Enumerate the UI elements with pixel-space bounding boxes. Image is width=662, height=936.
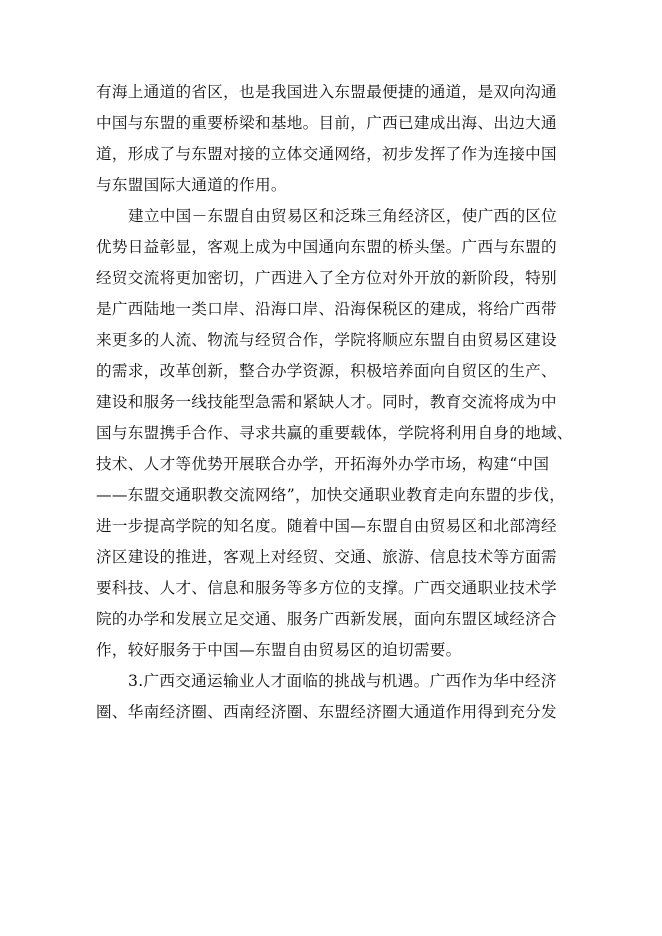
text-line: 的需求，改革创新，整合办学资源，积极培养面向自贸区的生产、 — [96, 362, 557, 380]
text-line: 国与东盟携手合作、寻求共赢的重要载体，学院将利用自身的地域、 — [96, 424, 573, 442]
text-line: 与东盟国际大通道的作用。 — [96, 176, 287, 194]
text-line: 是广西陆地一类口岸、沿海口岸、沿海保税区的建成，将给广西带 — [96, 300, 557, 318]
text-line: 经贸交流将更加密切，广西进入了全方位对外开放的新阶段，特别 — [96, 269, 557, 287]
text-line: 优势日益彰显，客观上成为中国通向东盟的桥头堡。广西与东盟的 — [96, 238, 557, 256]
text-line: 有海上通道的省区，也是我国进入东盟最便捷的通道，是双向沟通 — [96, 83, 557, 101]
body-text — [96, 77, 586, 728]
text-line: 进一步提高学院的知名度。随着中国—东盟自由贸易区和北部湾经 — [96, 517, 557, 535]
text-line: 道，形成了与东盟对接的立体交通网络，初步发挥了作为连接中国 — [96, 145, 557, 163]
text-line: 建立中国－东盟自由贸易区和泛珠三角经济区，使广西的区位 — [128, 207, 558, 225]
text-line: 作，较好服务于中国—东盟自由贸易区的迫切需要。 — [96, 641, 462, 659]
text-line: 技术、人才等优势开展联合办学，开拓海外办学市场，构建“中国 — [96, 455, 550, 473]
text-line: 建设和服务一线技能型急需和紧缺人才。同时，教育交流将成为中 — [96, 393, 557, 411]
text-line: 圈、华南经济圈、西南经济圈、东盟经济圈大通道作用得到充分发 — [96, 703, 557, 721]
text-line: 要科技、人才、信息和服务等多方位的支撑。广西交通职业技术学 — [96, 579, 557, 597]
text-line: 来更多的人流、物流与经贸合作，学院将顺应东盟自由贸易区建设 — [96, 331, 557, 349]
text-line: ——东盟交通职教交流网络”，加快交通职业教育走向东盟的步伐， — [96, 486, 566, 504]
text-line: 3.广西交通运输业人才面临的挑战与机遇。广西作为华中经济 — [128, 672, 557, 690]
text-line: 院的办学和发展立足交通、服务广西新发展，面向东盟区域经济合 — [96, 610, 557, 628]
text-line: 济区建设的推进，客观上对经贸、交通、旅游、信息技术等方面需 — [96, 548, 557, 566]
text-line: 中国与东盟的重要桥梁和基地。目前，广西已建成出海、出边大通 — [96, 114, 557, 132]
